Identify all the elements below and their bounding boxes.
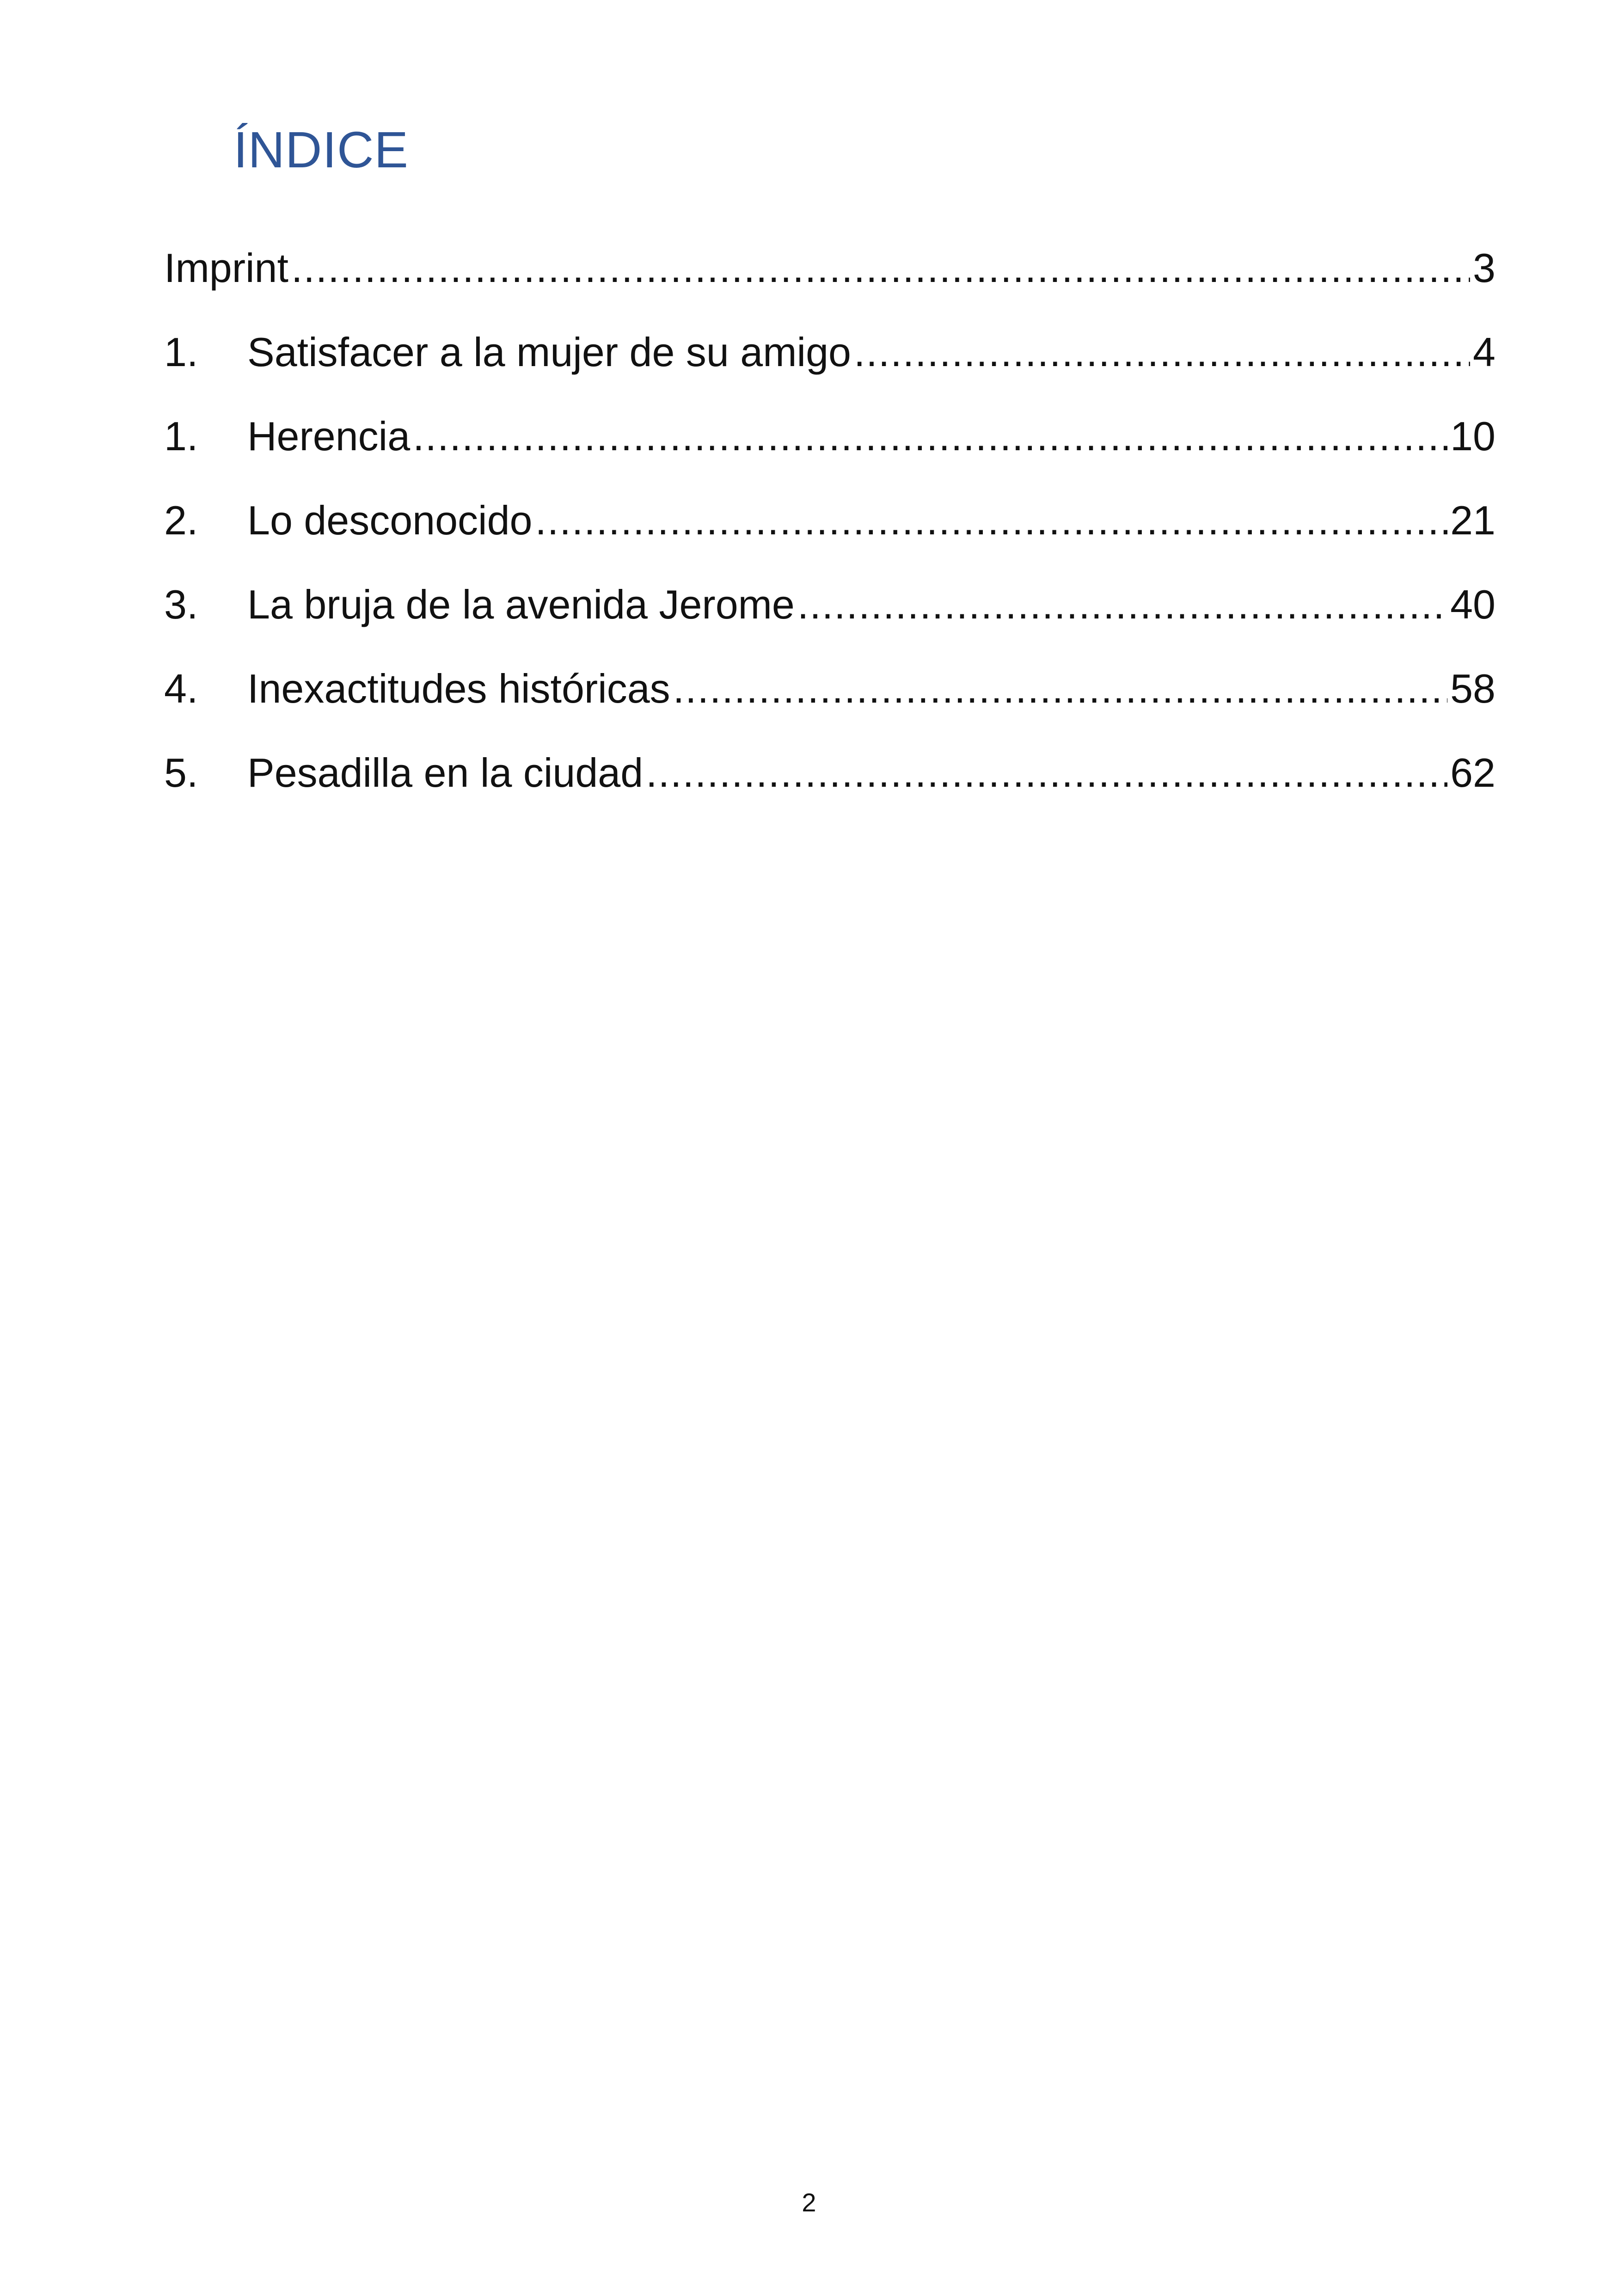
toc-entry-page: 58 — [1450, 666, 1495, 711]
toc-entry-4[interactable] — [164, 577, 1495, 661]
toc-entry-5[interactable] — [164, 661, 1495, 745]
toc-entry-2[interactable] — [164, 409, 1495, 493]
toc-entry-number: 1. — [164, 329, 198, 375]
toc-entry-title: Lo desconocido — [247, 497, 533, 543]
page-number: 2 — [802, 2188, 816, 2217]
toc-entry-imprint[interactable] — [164, 240, 1495, 325]
toc-heading: ÍNDICE — [233, 122, 409, 178]
toc-dot-leader — [854, 325, 1470, 380]
toc-entry-title: Inexactitudes históricas — [247, 666, 670, 711]
toc-dot-leader — [797, 577, 1447, 632]
toc-entry-title: La bruja de la avenida Jerome — [247, 582, 795, 627]
toc-entry-6[interactable] — [164, 745, 1495, 829]
toc-entry-number: 2. — [164, 497, 198, 543]
toc-entry-number: 4. — [164, 666, 198, 711]
toc-entry-title: Satisfacer a la mujer de su amigo — [247, 329, 851, 375]
toc-entry-page: 3 — [1473, 245, 1495, 291]
toc-entry-number: 1. — [164, 413, 198, 459]
toc-entry-number: 3. — [164, 582, 198, 627]
toc-dot-leader — [291, 240, 1470, 296]
toc-dot-leader — [646, 745, 1447, 801]
toc-dot-leader — [535, 493, 1447, 548]
toc-entry-page: 40 — [1450, 582, 1495, 627]
table-of-contents — [164, 240, 1495, 829]
toc-dot-leader — [413, 409, 1447, 464]
toc-entry-number: 5. — [164, 750, 198, 796]
toc-entry-3[interactable] — [164, 493, 1495, 577]
toc-entry-page: 4 — [1473, 329, 1495, 375]
toc-entry-title: Herencia — [247, 413, 411, 459]
toc-entry-page: 10 — [1450, 413, 1495, 459]
toc-entry-page: 21 — [1450, 497, 1495, 543]
toc-entry-1[interactable] — [164, 325, 1495, 409]
toc-entry-title: Pesadilla en la ciudad — [247, 750, 644, 796]
toc-entry-page: 62 — [1450, 750, 1495, 796]
toc-dot-leader — [673, 661, 1447, 716]
toc-entry-title: Imprint — [164, 245, 288, 291]
